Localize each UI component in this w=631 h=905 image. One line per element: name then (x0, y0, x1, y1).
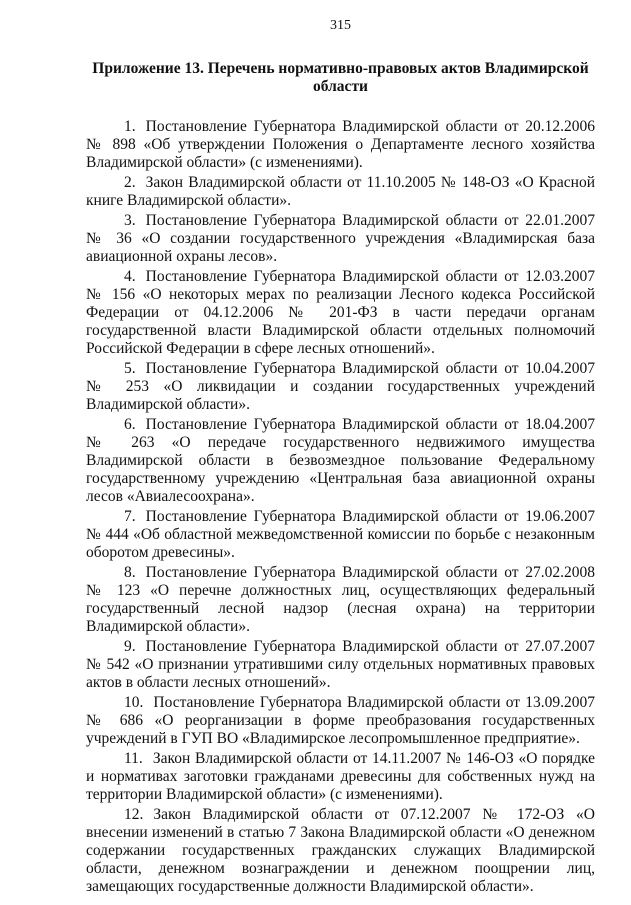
list-item-number: 3. (124, 212, 136, 229)
list-item (86, 416, 595, 506)
list-item-text: Постановление Губернатора Владимирской области от 27.07.2007 № 542 «О признании утратившими силу отдельных нормативных правовых актов в области лесных отношений». (86, 638, 595, 691)
page-title: Приложение 13. Перечень нормативно-правовых актов Владимирской области (92, 60, 589, 95)
list-item (86, 174, 595, 210)
list-item-number: 12. (124, 806, 144, 823)
list-item-number: 8. (124, 564, 136, 581)
list-item-number: 1. (124, 118, 136, 135)
page-number: 315 (330, 18, 351, 33)
list-item (86, 118, 595, 172)
list-item (86, 638, 595, 692)
list-item-number: 2. (124, 174, 136, 191)
list-item-number: 7. (124, 508, 136, 525)
list-item-text: Постановление Губернатора Владимирской области от 12.03.2007 № 156 «О некоторых мерах по реализации Лесного кодекса Российской Федерации от 04.12.2006 № 201-ФЗ в части передачи органам государственной власти Владимирской области отдельных полномочий Российской Федерации в сфере лесных отношений». (86, 268, 595, 357)
list-item (86, 564, 595, 636)
list-item (86, 268, 595, 358)
list-item-text: Закон Владимирской области от 07.12.2007 № 172-ОЗ «О внесении изменений в статью 7 Закона Владимирской области «О денежном содержании государственных гражданских служащих Владимирской области, денежном вознаграждении и денежном поощрении лиц, замещающих государственные должности Владимирской области». (86, 806, 595, 895)
list-item-text: Постановление Губернатора Владимирской области от 18.04.2007 № 263 «О передаче государственного недвижимого имущества Владимирской области в безвозмездное пользование Федеральному государственному учреждению «Центральная база авиационной охраны лесов «Авиалесоохрана». (86, 416, 595, 505)
list-item-number: 10. (124, 694, 144, 711)
list-item-number: 9. (124, 638, 136, 655)
list-item-text: Закон Владимирской области от 14.11.2007 № 146-ОЗ «О порядке и нормативах заготовки гражданами древесины для собственных нужд на территории Владимирской области» (с изменениями). (86, 750, 595, 803)
list-item (86, 360, 595, 414)
list-item (86, 508, 595, 562)
list-item-text: Закон Владимирской области от 11.10.2005 № 148-ОЗ «О Красной книге Владимирской области». (86, 174, 595, 209)
list-item-number: 5. (124, 360, 136, 377)
list-item-text: Постановление Губернатора Владимирской области от 20.12.2006 № 898 «Об утверждении Положения о Департаменте лесного хозяйства Владимирской области» (с изменениями). (86, 118, 595, 171)
list-item-number: 11. (124, 750, 143, 767)
list-item (86, 694, 595, 748)
list-item-text: Постановление Губернатора Владимирской области от 27.02.2008 № 123 «О перечне должностных лиц, осуществляющих федеральный государственный лесной надзор (лесная охрана) на территории Владимирской области». (86, 564, 595, 635)
list-item-text: Постановление Губернатора Владимирской области от 10.04.2007 № 253 «О ликвидации и создании государственных учреждений Владимирской области». (86, 360, 595, 413)
list-item (86, 806, 595, 896)
list-item (86, 212, 595, 266)
list-item-text: Постановление Губернатора Владимирской области от 13.09.2007 № 686 «О реорганизации в форме преобразования государственных учреждений в ГУП ВО «Владимирское лесопромышленное предприятие». (86, 694, 595, 747)
list-item-text: Постановление Губернатора Владимирской области от 19.06.2007 № 444 «Об областной межведомственной комиссии по борьбе с незаконным оборотом древесины». (86, 508, 595, 561)
list-item-text: Постановление Губернатора Владимирской области от 22.01.2007 № 36 «О создании государственного учреждения «Владимирская база авиационной охраны лесов». (86, 212, 595, 265)
list-item-number: 4. (124, 268, 136, 285)
list-item (86, 750, 595, 804)
acts-list (86, 118, 595, 896)
list-item-number: 6. (124, 416, 136, 433)
